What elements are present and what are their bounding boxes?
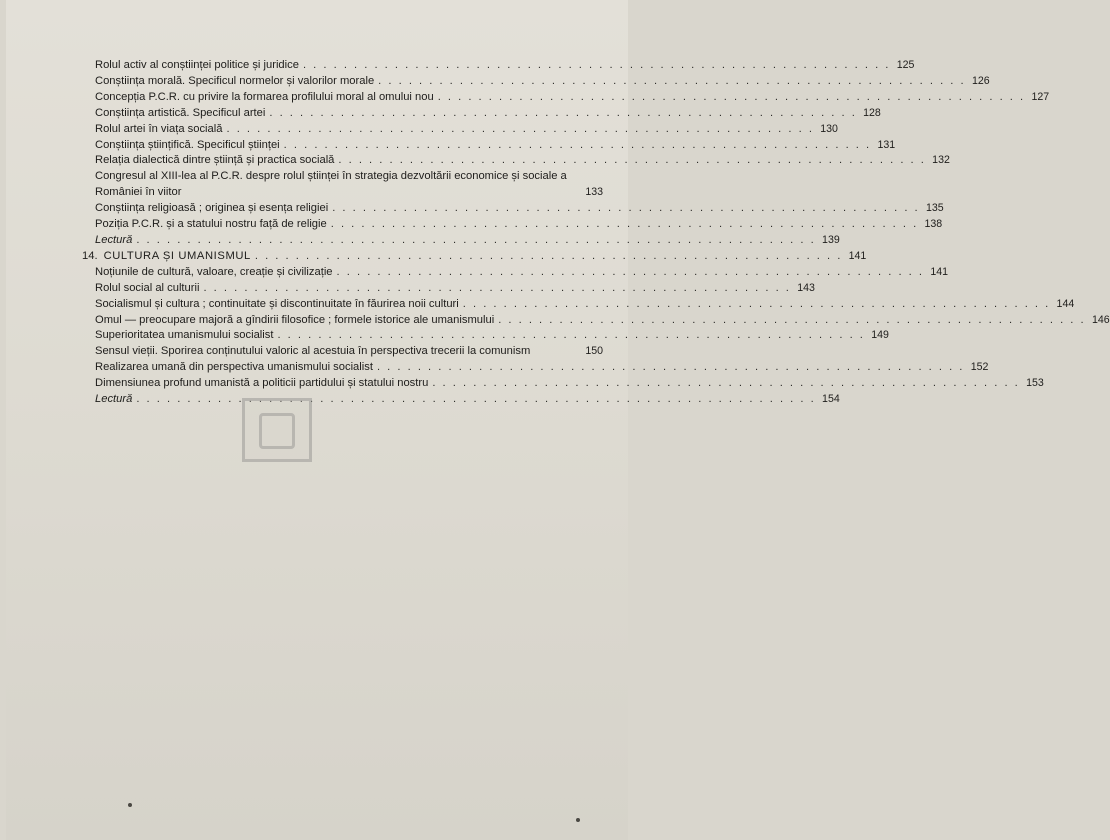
toc-entry-page: 144 [1056,297,1075,310]
toc-entry [95,281,815,297]
toc-entry-title: Rolul social al culturii [95,281,200,294]
toc-entry [95,217,943,233]
toc-entry [95,138,896,154]
toc-entry-title: Concepția P.C.R. cu privire la formarea profilului moral al omului nou [95,90,434,103]
toc-entry-page: 141 [930,265,948,278]
dot-leader: . . . . . . . . . . . . . . . . . . . . . . . . . . . . . . . . . . . . . . . . . . . . . . . . . . . . . . . . . . [336,265,924,278]
toc-entry [95,122,838,138]
toc-entry [95,58,915,74]
dot-leader: . . . . . . . . . . . . . . . . . . . . . . . . . . . . . . . . . . . . . . . . . . . . . . . . . . . . . . . . . . [269,106,857,119]
toc-entry [95,392,840,408]
toc-entry-title: Conștiința religioasă ; originea și esența religiei [95,202,329,215]
toc-entry-page: 149 [871,329,889,342]
toc-entry-title: Conștiința științifică. Specificul științei [95,138,280,151]
toc-entry [95,74,990,90]
toc-entry-page: 131 [877,138,896,151]
dot-leader: . . . . . . . . . . . . . . . . . . . . . . . . . . . . . . . . . . . . . . . . . . . . . . . . . . . . . . . . . . [226,122,814,135]
dot-leader: . . . . . . . . . . . . . . . . . . . . . . . . . . . . . . . . . . . . . . . . . . . . . . . . . . . . . . . . . . [432,377,1020,390]
dot-leader: . . . . . . . . . . . . . . . . . . . . . . . . . . . . . . . . . . . . . . . . . . . . . . . . . . . . . . . . . . [254,249,843,262]
toc-entry [95,313,1110,329]
toc-entry-title: Sensul vieții. Sporirea conținutului valoric al acestuia în perspectiva trecerii la comunism [95,345,531,358]
toc-entry [95,297,1075,313]
dot-leader: . . . . . . . . . . . . . . . . . . . . . . . . . . . . . . . . . . . . . . . . . . . . . . . . . . . . . . . . . . [302,59,891,71]
toc-entry-page: 127 [1031,90,1050,103]
toc-entry-title: Realizarea umană din perspectiva umanismului socialist [95,361,373,374]
toc-entry-page: 146 [1091,313,1110,326]
toc-entry-page: 143 [797,281,815,294]
watermark-logo [242,398,312,462]
dot-leader: . . . . . . . . . . . . . . . . . . . . . . . . . . . . . . . . . . . . . . . . . . . . . . . . . . . . . . . . . . [437,90,1026,103]
dot-leader: . . . . . . . . . . . . . . . . . . . . . . . . . . . . . . . . . . . . . . . . . . . . . . . . . . . . . . . . . . [376,361,965,374]
toc-entry-page: 154 [822,393,840,406]
toc-entry [95,328,889,344]
toc-entry-title: Congresul al XIII-lea al P.C.R. despre rolul științei în strategia dezvoltării economice și sociale a României în viitor [95,170,567,199]
toc-entry-page: 150 [585,345,603,358]
dot-leader: . . . . . . . . . . . . . . . . . . . . . . . . . . . . . . . . . . . . . . . . . . . . . . . . . . . . . . . . . . [338,154,926,167]
dot-leader: . . . . . . . . . . . . . . . . . . . . . . . . . . . . . . . . . . . . . . . . . . . . . . . . . . . . . . . . . . . . . . . . . . . [136,393,816,406]
dot-leader: . . . . . . . . . . . . . . . . . . . . . . . . . . . . . . . . . . . . . . . . . . . . . . . . . . . . . . . . . . [498,313,1086,326]
toc-entry [95,153,950,169]
toc-entry-title: Noțiunile de cultură, valoare, creație și civilizație [95,265,333,278]
toc-entry [95,360,989,376]
toc-entry-title: Conștiința morală. Specificul normelor și valorilor morale [95,74,375,87]
toc-entry-title: Socialismul și cultura ; continuitate și discontinuitate în făurirea noii culturi [95,297,459,310]
toc-entry-title: Relația dialectică dintre știință și practica socială [95,154,335,167]
toc-entry [95,201,944,217]
toc-entry-title: Omul — preocupare majoră a gîndirii filosofice ; formele istorice ale umanismului [95,313,495,326]
toc-entry [95,106,881,122]
toc-entry-page: 152 [970,361,989,374]
toc-entry-title: CULTURA ȘI UMANISMUL [103,249,251,262]
toc-entry-page: 132 [932,154,950,167]
toc-entry-title: Rolul activ al conștiinței politice și juridice [95,59,299,71]
toc-entry-page: 133 [585,186,603,199]
toc-entry [95,90,1050,106]
dot-leader: . . . . . . . . . . . . . . . . . . . . . . . . . . . . . . . . . . . . . . . . . . . . . . . . . . . . . . . . . . [330,218,919,231]
dot-leader: . . . . . . . . . . . . . . . . . . . . . . . . . . . . . . . . . . . . . . . . . . . . . . . . . . . . . . . . . . [462,297,1051,310]
toc-entry-title: Dimensiunea profund umanistă a politicii partidului și statului nostru [95,377,429,390]
toc-entry [95,344,603,360]
dot-leader: . . . . . . . . . . . . . . . . . . . . . . . . . . . . . . . . . . . . . . . . . . . . . . . . . . . . . . . . . . [277,329,865,342]
toc-entry-page: 130 [820,122,838,135]
toc-entry-page: 141 [848,249,867,262]
dot-leader: . . . . . . . . . . . . . . . . . . . . . . . . . . . . . . . . . . . . . . . . . . . . . . . . . . . . . . . . . . . . . . . . . . . [136,233,816,246]
toc-entry-page: 125 [896,59,915,71]
toc-entry-title: Poziția P.C.R. și a statului nostru față de religie [95,218,327,231]
toc-entry-title: Lectură [95,233,133,246]
toc-entry-page: 128 [863,106,881,119]
paper-speck [128,803,132,807]
toc-entry [95,376,1044,392]
toc-entry-page: 139 [822,233,840,246]
toc-entry-page: 126 [971,74,990,87]
toc-entry [95,265,948,281]
toc-entry-title: Lectură [95,393,133,406]
toc-entry-page: 135 [925,202,944,215]
toc-entry [95,169,603,201]
toc-entry [95,233,840,249]
book-page [6,0,1110,840]
toc-entry-title: Superioritatea umanismului socialist [95,329,274,342]
chapter-number: 14. [82,249,98,262]
dot-leader: . . . . . . . . . . . . . . . . . . . . . . . . . . . . . . . . . . . . . . . . . . . . . . . . . . . . . . . . . . [332,202,920,215]
toc-chapter-heading [82,249,867,265]
dot-leader: . . . . . . . . . . . . . . . . . . . . . . . . . . . . . . . . . . . . . . . . . . . . . . . . . . . . . . . . . . [378,74,966,87]
toc-entry-title: Conștiința artistică. Specificul artei [95,106,266,119]
toc-entry-page: 153 [1026,377,1044,390]
watermark-logo-mark [259,413,295,449]
toc-entry-title: Rolul artei în viața socială [95,122,223,135]
dot-leader: . . . . . . . . . . . . . . . . . . . . . . . . . . . . . . . . . . . . . . . . . . . . . . . . . . . . . . . . . . [203,281,791,294]
table-of-contents [82,58,1110,408]
dot-leader: . . . . . . . . . . . . . . . . . . . . . . . . . . . . . . . . . . . . . . . . . . . . . . . . . . . . . . . . . . [283,138,872,151]
toc-entry-page: 138 [924,218,943,231]
paper-speck [576,818,580,822]
